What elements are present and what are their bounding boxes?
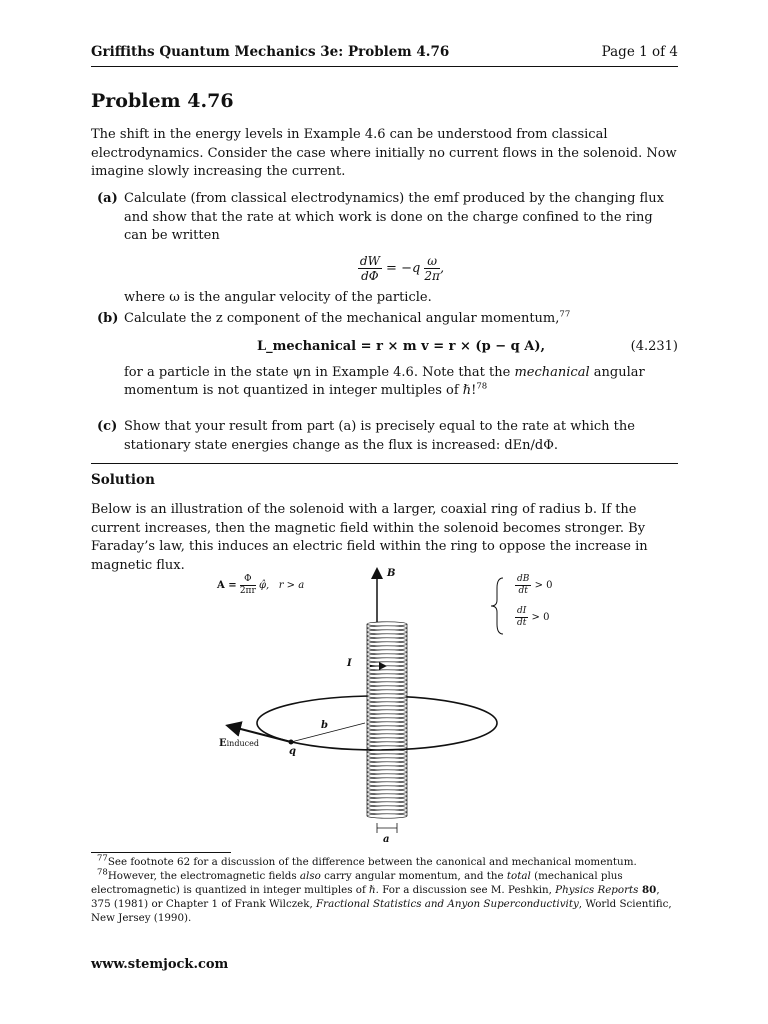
conditions-brace [491, 578, 503, 634]
part-c [91, 418, 678, 455]
page-number: Page 1 of 4 [601, 44, 678, 60]
label-radius-a: a [383, 834, 390, 845]
part-a-text: Calculate (from classical electrodynamics) the emf produced by the changing flux and show that the rate at which work is done on the charge confined to the ring can be written [124, 191, 664, 243]
section-rule [91, 463, 678, 464]
label-b-field: B [387, 568, 396, 579]
part-a-after: where ω is the angular velocity of the particle. [124, 289, 432, 305]
problem-title: Problem 4.76 [91, 90, 234, 112]
eq-omega-2pi: $\frac{\omega}{2\pi}$ [424, 253, 440, 283]
solution-text: Below is an illustration of the solenoid with a larger, coaxial ring of radius b. If the current increases, then the magnetic field within the solenoid becomes stronger. By Faraday’s law, this induces an electric field within the ring to oppose the increase in magnetic flux. [91, 502, 648, 573]
part-b-text: Calculate the z component of the mechanical angular momentum,$^{77}$ [124, 309, 571, 326]
footer-url[interactable]: www.stemjock.com [91, 957, 229, 972]
vector-potential-label: A = $\frac{\Phi}{2\pi r}$ φ̂, r > a [217, 574, 305, 596]
part-c-label: (c) [97, 419, 118, 434]
header-title: Griffiths Quantum Mechanics 3e: Problem 4.76 [91, 44, 450, 60]
solution-title: Solution [91, 472, 155, 488]
part-b-label: (b) [97, 311, 119, 326]
label-current: I [347, 658, 352, 669]
eq-4-231-body: L_mechanical = r × m v = r × (p − q A), [257, 338, 545, 354]
solenoid-coils [367, 622, 407, 818]
footnote-77: $^{77}$See footnote 62 for a discussion of the difference between the canonical and mechanical momentum. [97, 853, 637, 868]
part-b-after: for a particle in the state ψn in Example 4.6. Note that the mechanical angular momentum is not quantized in integer multiples of ℏ!$^{78}$ [124, 364, 645, 398]
header-rule [91, 66, 678, 67]
label-charge-q: q [289, 746, 296, 757]
eq-number: (4.231) [630, 338, 678, 354]
part-c-text: Show that your result from part (a) is precisely equal to the rate at which the stationary state energies change as the flux is increased: dEn/dΦ. [124, 419, 635, 453]
label-e-induced: Einduced [219, 738, 259, 749]
part-a-label: (a) [97, 191, 118, 206]
problem-intro: The shift in the energy levels in Example 4.6 can be understood from classical electrodynamics. Consider the case where initially no current flows in the solenoid. Now imagine slowly increasing the current. [91, 127, 677, 179]
part-b [91, 310, 678, 401]
equation-4-231 [124, 339, 678, 354]
footnote-rule [91, 852, 231, 853]
part-a [91, 190, 678, 307]
footnotes [91, 855, 678, 925]
solenoid-diagram [205, 560, 585, 850]
page-header [91, 44, 678, 60]
radius-b-line [291, 723, 365, 742]
condition-db-dt: $\frac{dB}{dt}$ > 0 [517, 574, 553, 596]
coil-turn [367, 814, 407, 818]
eq-dw-dphi: $\frac{dW}{d\Phi}$ [359, 253, 380, 283]
footnote-78: $^{78}$However, the electromagnetic fields also carry angular momentum, and the total (mechanical plus electromagnetic) is quantized in integer multiples of ℏ. For a discussion see M. Peshkin, Physics Reports 80, 375 (1981) or Chapter 1 of Frank Wilczek, Fractional Statistics and Anyon Superconductivity, World Scientific, New Jersey (1990). [91, 867, 672, 924]
part-a-equation: $\frac{dW}{d\Phi}$ = −q $\frac{\omega}{2\pi}$ , [359, 253, 445, 283]
solenoid-figure [205, 560, 585, 850]
label-radius-b: b [321, 720, 328, 731]
condition-di-dt: $\frac{dI}{dt}$ > 0 [516, 606, 550, 628]
